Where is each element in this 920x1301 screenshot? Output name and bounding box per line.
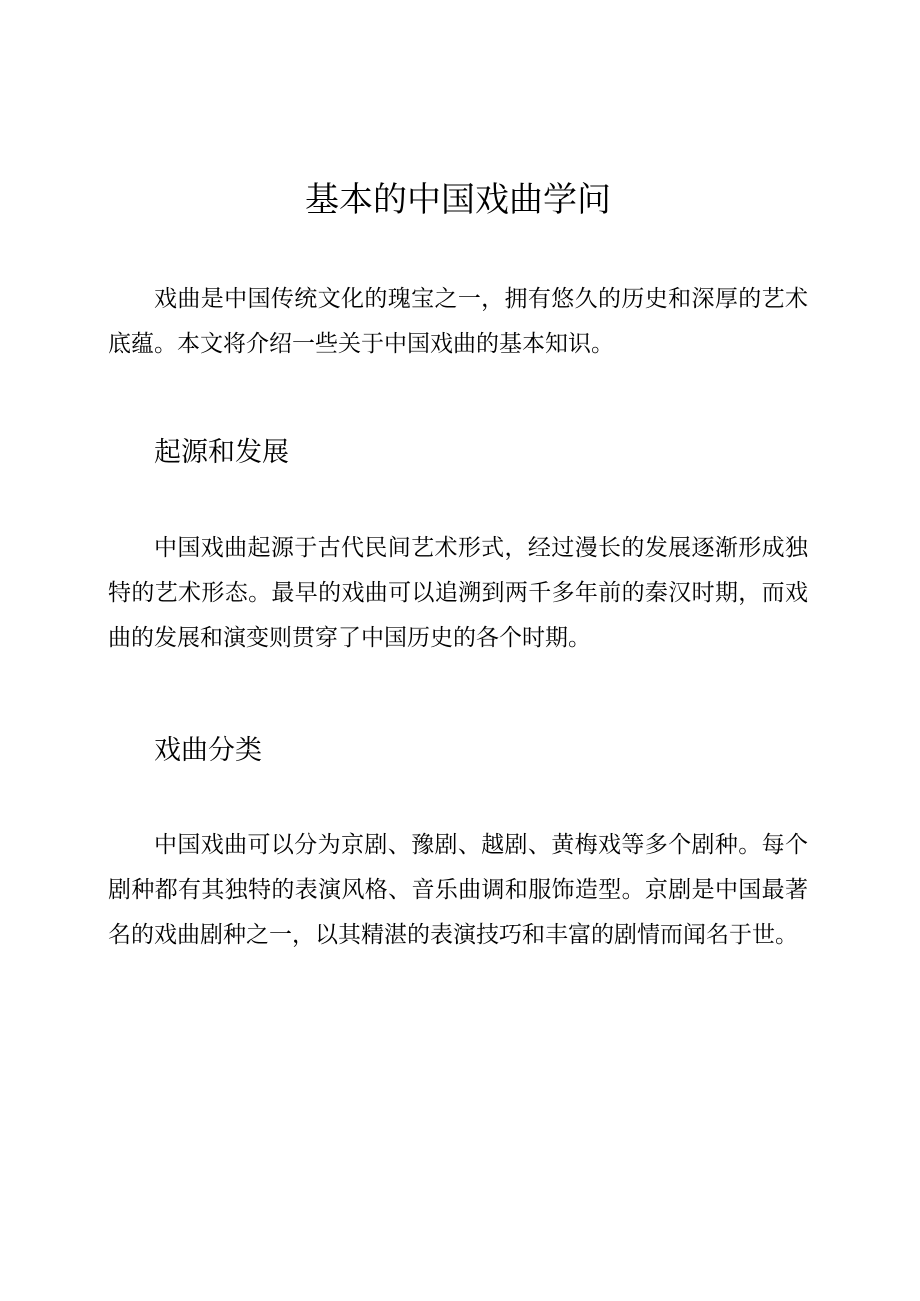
intro-paragraph: 戏曲是中国传统文化的瑰宝之一，拥有悠久的历史和深厚的艺术底蕴。本文将介绍一些关于中国戏曲的基本知识。 [108, 286, 808, 357]
section-heading-classification: 戏曲分类 [154, 735, 262, 766]
section-heading-origin: 起源和发展 [154, 437, 289, 468]
section-body-classification: 中国戏曲可以分为京剧、豫剧、越剧、黄梅戏等多个剧种。每个剧种都有其独特的表演风格、音乐曲调和服饰造型。京剧是中国最著名的戏曲剧种之一，以其精湛的表演技巧和丰富的剧情而闻名于世。 [108, 832, 808, 948]
section-body-origin: 中国戏曲起源于古代民间艺术形式，经过漫长的发展逐渐形成独特的艺术形态。最早的戏曲可以追溯到两千多年前的秦汉时期，而戏曲的发展和演变则贯穿了中国历史的各个时期。 [108, 535, 808, 651]
page-title: 基本的中国戏曲学问 [305, 180, 611, 220]
